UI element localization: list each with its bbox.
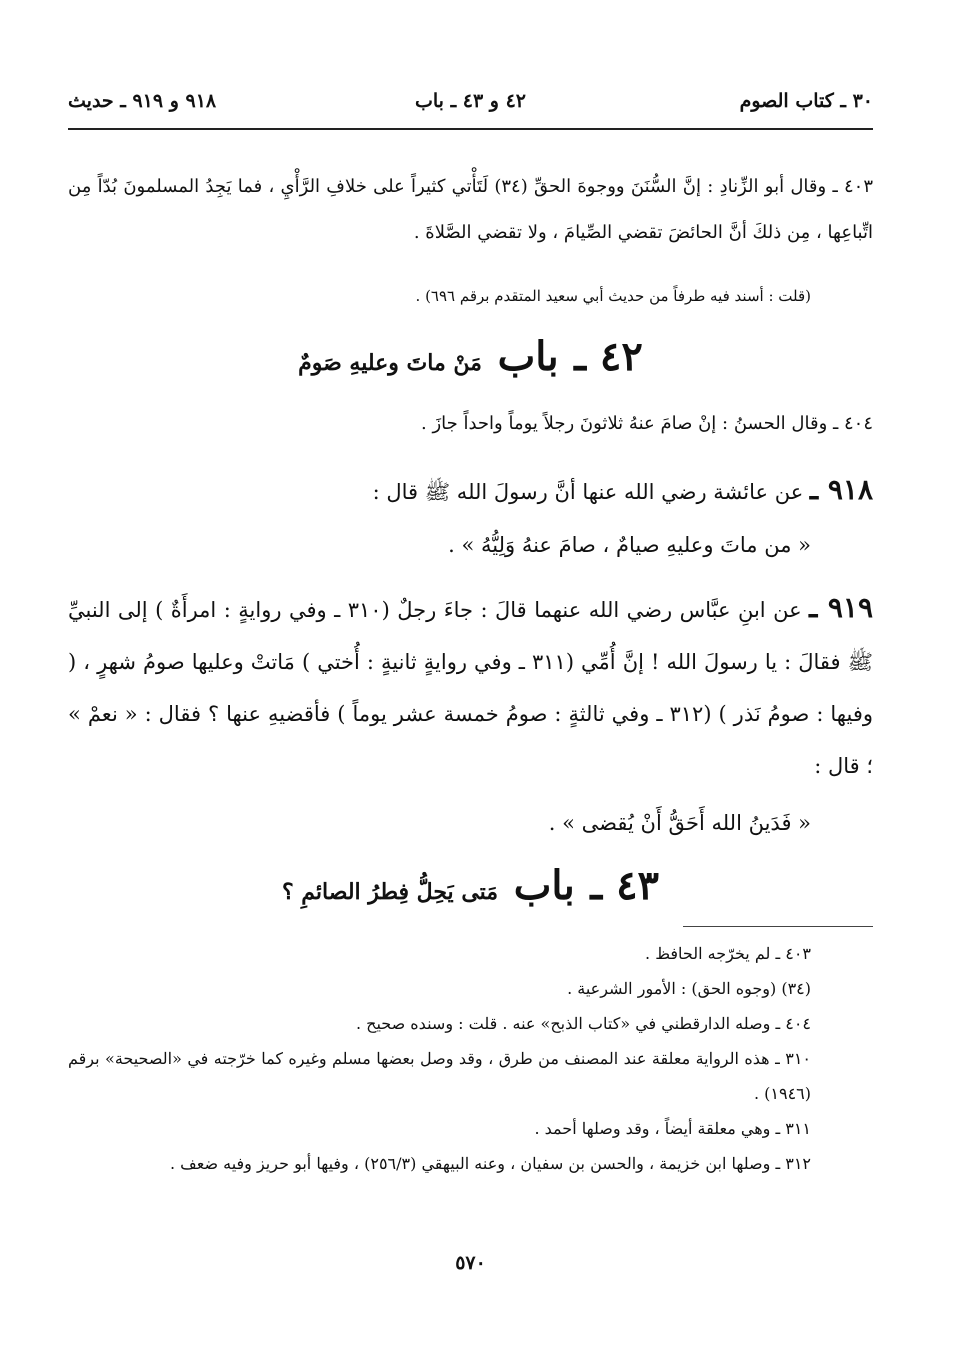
chapter-43-number: ٤٣ ـ [590, 862, 660, 909]
footnote-311: ٣١١ ـ وهي معلقة أيضاً ، وقد وصلها أحمد . [534, 1119, 811, 1138]
hadith-918-number: ٩١٨ ـ [809, 473, 873, 506]
athar-403 [68, 164, 873, 256]
running-header [68, 86, 873, 122]
footnotes [68, 936, 873, 1181]
athar-403-note: (قلت : أسند فيه طرفاً من حديث أبي سعيد المتقدم برقم ٦٩٦) . [415, 287, 811, 305]
chapter-43-word: باب [513, 862, 575, 909]
header-rule [68, 128, 873, 130]
hadith-918-quote: « من ماتَ وعليهِ صيامٌ ، صامَ عنهُ وَلِيُّهُ » . [448, 533, 811, 557]
hadith-918 [68, 462, 873, 520]
chapter-42-word: باب [497, 333, 559, 380]
chapter-42-title: مَنْ ماتَ وعليهِ صَومٌ [298, 350, 482, 376]
footnote-404: ٤٠٤ ـ وصله الدارقطني في «كتاب الذبح» عنه . قلت : وسنده صحيح . [355, 1014, 811, 1033]
document-page [68, 0, 873, 1354]
hadith-919-quote: « فَدَينُ الله أَحَقُّ أَنْ يُقضى » . [548, 811, 811, 835]
athar-403-text: ٤٠٣ ـ وقال أبو الزِّنادِ : إنَّ السُّنَنَ ووجوهَ الحقِّ (٣٤) لَتَأْتي كثيراً على خلافِ الرَّأْيِ ، فما يَجِدُ المسلمونَ بُدّاً مِن اتِّباعِها ، مِن ذلكَ أنَّ الحائضَ تقضي الصِّيامَ ، ولا تقضي الصَّلاةَ . [68, 176, 873, 243]
header-book-title: ٣٠ ـ كتاب الصوم [739, 90, 873, 112]
header-chapter-range: ٤٢ و ٤٣ ـ باب [414, 90, 527, 112]
footnote-403: ٤٠٣ ـ لم يخرّجه الحافظ . [645, 944, 811, 963]
hadith-919-text: عن ابنِ عبَّاس رضي الله عنهما قالَ : جاءَ رجلٌ (٣١٠ ـ وفي روايةٍ : امرأَةٌ ) إلى النبيِّ ﷺ فقالَ : يا رسولَ الله ! إنَّ أُمِّي (٣١١ ـ وفي روايةٍ ثانيةٍ : أُختي ) مَاتتْ وعليها صومُ شهرٍ ، ( وفيها : صومُ نَذر ) (٣١٢ ـ وفي ثالثةٍ : صومُ خمسة عشر يوماً ) فأقضيهِ عنها ؟ فقال : « نعمْ » ؛ قال : [68, 598, 874, 778]
hadith-919-number: ٩١٩ ـ [809, 591, 873, 624]
header-hadith-range: ٩١٨ و ٩١٩ ـ حديث [68, 90, 217, 112]
chapter-42-number: ٤٢ ـ [574, 333, 643, 380]
hadith-919 [68, 582, 873, 792]
chapter-42-heading [68, 327, 873, 387]
page-number: ٥٧٠ [455, 1252, 486, 1274]
chapter-43-title: مَتى يَحِلُّ فِطرُ الصائمِ ؟ [281, 879, 499, 905]
footnote-rule [683, 926, 873, 927]
athar-404: ٤٠٤ ـ وقال الحسنُ : إنْ صامَ عنهُ ثلاثونَ رجلاً يوماً واحداً جازَ . [421, 413, 873, 434]
chapter-43-heading [68, 856, 873, 916]
footnote-312: ٣١٢ ـ وصلها ابن خزيمة ، والحسن بن سفيان ، وعنه البيهقي (٢٥٦/٣) ، وفيها أبو حريز وفيه ضعف . [169, 1154, 811, 1173]
hadith-918-text: عن عائشة رضي الله عنها أنَّ رسولَ الله ﷺ قال : [372, 480, 804, 504]
footnote-34: (٣٤) (وجوه الحق) : الأمور الشرعية . [567, 979, 811, 998]
footnote-310: ٣١٠ ـ هذه الرواية معلقة عند المصنف من طرق ، وقد وصل بعضها مسلم وغيره كما خرّجته في «الصحيحة» برقم (١٩٤٦) . [68, 1049, 811, 1103]
